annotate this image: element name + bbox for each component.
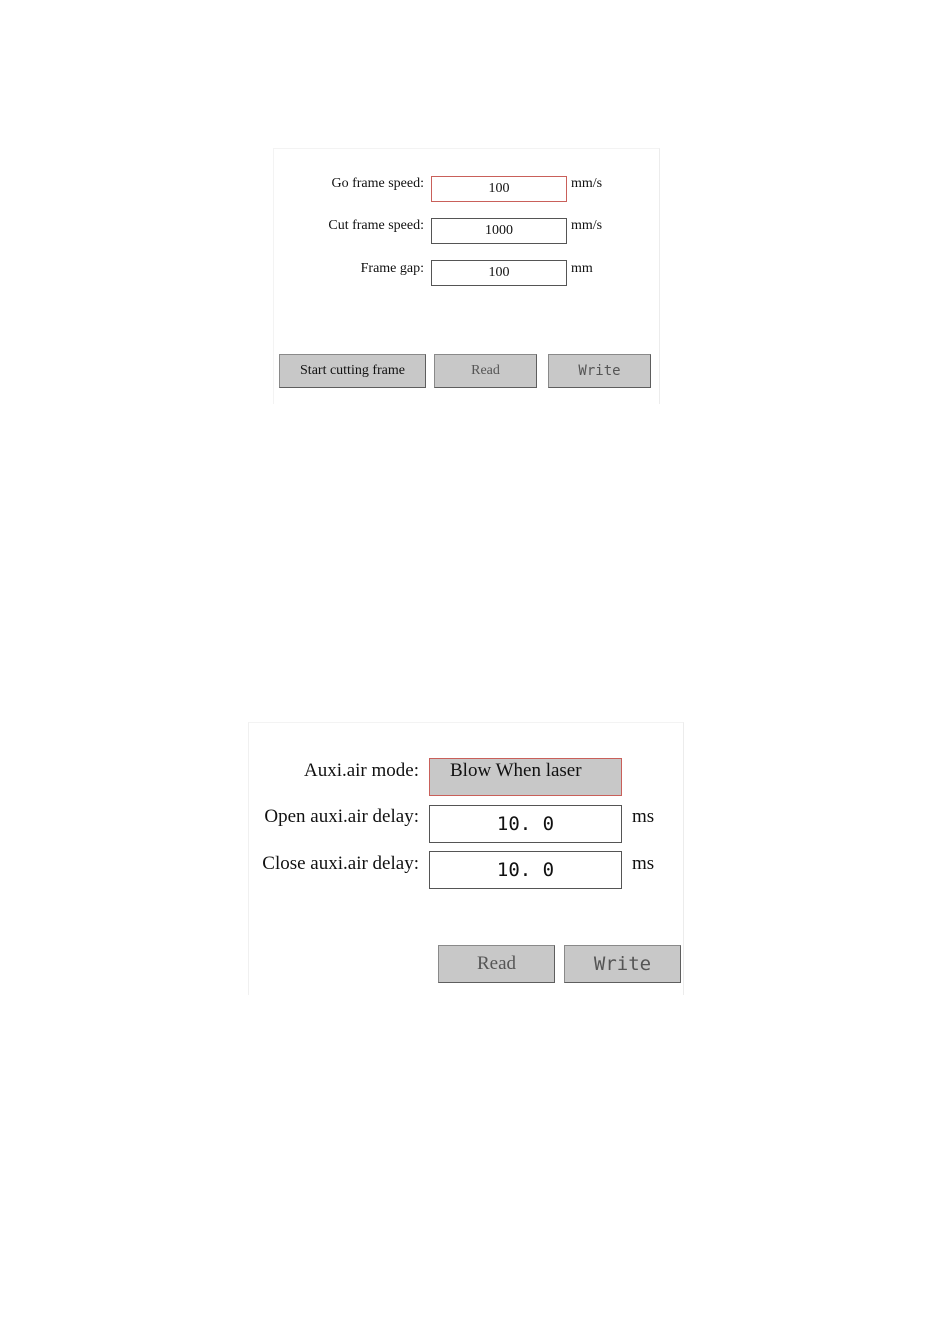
cut-frame-speed-field[interactable]: 1000 [431, 218, 567, 244]
auxi-air-settings-panel [248, 722, 684, 995]
go-frame-speed-unit: mm/s [571, 176, 603, 191]
open-auxi-air-delay-unit: ms [632, 806, 655, 827]
open-auxi-air-delay-field[interactable]: 10. 0 [429, 805, 622, 843]
read-button[interactable]: Read [438, 945, 555, 983]
go-frame-speed-field[interactable]: 100 [431, 176, 567, 202]
close-auxi-air-delay-field[interactable]: 10. 0 [429, 851, 622, 889]
frame-gap-label: Frame gap: [360, 261, 424, 276]
read-button[interactable]: Read [434, 354, 537, 388]
close-auxi-air-delay-unit: ms [632, 853, 655, 874]
start-cutting-frame-button[interactable]: Start cutting frame [279, 354, 426, 388]
cut-frame-speed-label: Cut frame speed: [328, 218, 424, 233]
cut-frame-speed-unit: mm/s [571, 218, 603, 233]
write-button[interactable]: Write [548, 354, 651, 388]
frame-settings-panel [273, 148, 660, 404]
frame-gap-unit: mm [571, 261, 593, 276]
auxi-air-mode-label: Auxi.air mode: [303, 760, 419, 781]
write-button[interactable]: Write [564, 945, 681, 983]
open-auxi-air-delay-label: Open auxi.air delay: [264, 806, 419, 827]
frame-gap-field[interactable]: 100 [431, 260, 567, 286]
auxi-air-mode-select[interactable]: Blow When laser [429, 758, 622, 796]
close-auxi-air-delay-label: Close auxi.air delay: [262, 853, 419, 874]
go-frame-speed-label: Go frame speed: [331, 176, 424, 191]
